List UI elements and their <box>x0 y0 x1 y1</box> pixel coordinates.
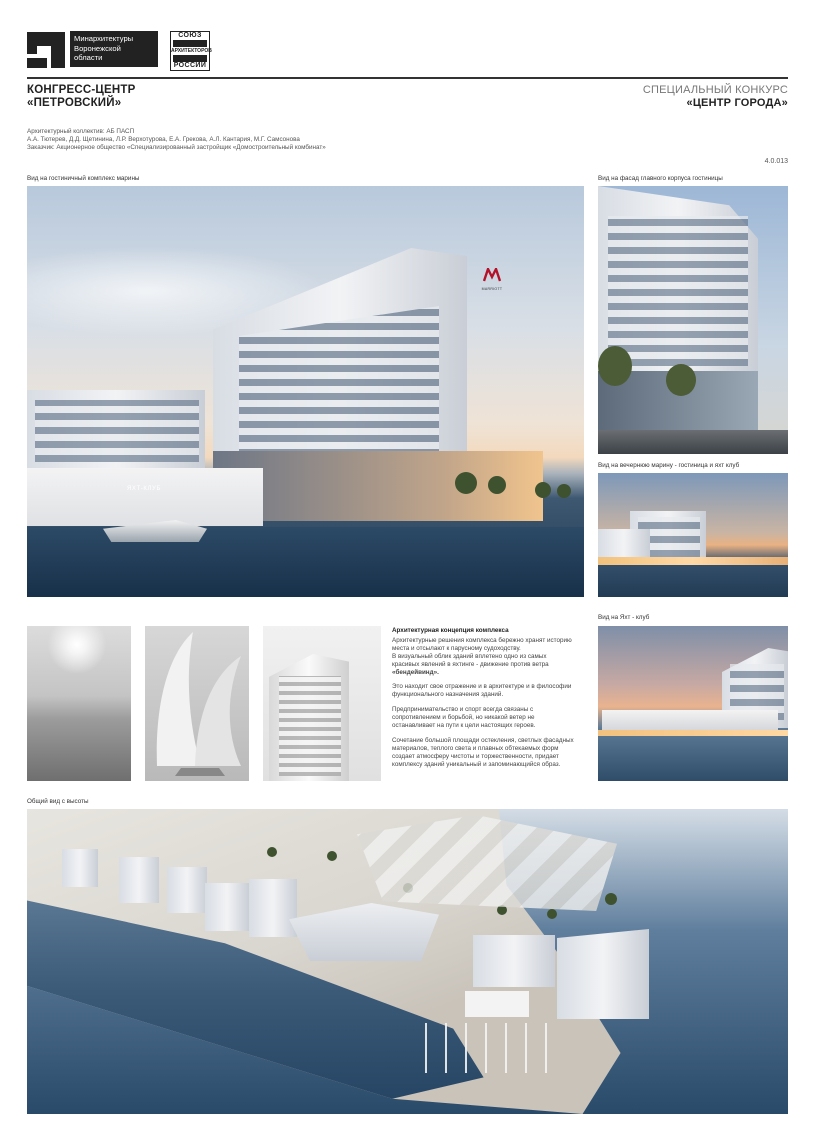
caption-facade-view: Вид на фасад главного корпуса гостиницы <box>598 175 723 182</box>
project-title <box>27 84 135 110</box>
aerial-render-image <box>27 809 788 1114</box>
concept-line: материалов, теплого света и плавных обтекаемых форм <box>392 744 559 752</box>
credit-line: А.А. Тютерев, Д.Д. Щетинина, Л.Р. Верхотурова, Е.А. Грекова, А.Л. Кантария, М.Г. Самсонова <box>27 136 300 144</box>
union-logo-line: СОЮЗ <box>178 32 202 39</box>
concept-line: создает атмосферу чистоты и торжественности, придает <box>392 752 559 760</box>
ministry-line: Минархитектуры <box>74 34 134 43</box>
ministry-logo-mark <box>27 32 65 68</box>
credit-line: Архитектурный коллектив: АБ ПАСП <box>27 128 135 135</box>
ministry-logo <box>70 31 158 67</box>
concept-heading: Архитектурная концепция комплекса <box>392 627 509 634</box>
concept-paragraph-3 <box>392 706 592 730</box>
header-divider <box>27 77 788 79</box>
club-sign-text: ЯХТ-КЛУБ <box>127 486 161 492</box>
concept-line: Сочетание большой площади остекления, светлых фасадных <box>392 736 574 744</box>
ministry-line: Воронежской <box>74 43 121 53</box>
caption-main-view: Вид на гостиничный комплекс марины <box>27 175 140 182</box>
concept-bold-term: «бендейвинд». <box>392 668 439 676</box>
concept-line: Это находит свое отражение и в архитектуре и в философии <box>392 683 572 691</box>
caption-yacht-club-view: Вид на Яхт - клуб <box>598 614 650 621</box>
union-logo-bar <box>173 40 207 47</box>
concept-line: Предпринимательство и спорт всегда связаны с <box>392 706 534 714</box>
project-title-line: КОНГРЕСС-ЦЕНТР <box>27 84 136 96</box>
contest-title <box>643 84 788 110</box>
main-render-image <box>27 186 584 597</box>
hotel-sign <box>475 268 509 292</box>
yacht-club-render-image <box>598 626 788 781</box>
caption-aerial-view: Общий вид с высоты <box>27 798 89 805</box>
concept-line: комплексу зданий уникальный и запоминающийся образ. <box>392 760 561 768</box>
concept-line: останавливает на пути к цели настоящих героев. <box>392 722 536 730</box>
credits <box>27 128 326 152</box>
sea-sun-image <box>27 626 131 781</box>
union-logo-line: АРХИТЕКТОРОВ <box>171 48 212 54</box>
ministry-line: области <box>74 53 103 63</box>
concept-line: красивых явлений в яхтинге - движение против ветра <box>392 660 549 668</box>
project-title-line: «ПЕТРОВСКИЙ» <box>27 97 122 109</box>
concept-paragraph-1 <box>392 637 592 677</box>
contest-line: «ЦЕНТР ГОРОДА» <box>686 97 788 109</box>
tower-sketch-image <box>263 626 381 781</box>
project-code: 4.0.013 <box>764 158 788 165</box>
credit-line: Заказчик: Акционерное общество «Специализированный застройщик «Домостроительный комбинат» <box>27 144 326 152</box>
concept-line: функционального назначения зданий. <box>392 691 504 699</box>
concept-paragraph-2 <box>392 683 592 699</box>
concept-line: сопротивлением и борьбой, но никакой ветер не <box>392 714 535 722</box>
facade-render-image <box>598 186 788 454</box>
evening-render-image <box>598 473 788 597</box>
concept-paragraph-4 <box>392 737 592 769</box>
concept-line: Архитектурные решения комплекса бережно хранят историю <box>392 636 572 644</box>
caption-evening-view: Вид на вечернюю марину - гостиница и яхт клуб <box>598 462 740 469</box>
sails-image <box>145 626 249 781</box>
concept-text <box>392 627 592 776</box>
concept-line: В визуальный облик зданий вплетено одно из самых <box>392 652 547 660</box>
concept-line: места и отсылают к парусному судоходству. <box>392 644 521 652</box>
union-logo-bar <box>173 55 207 62</box>
architects-union-logo <box>170 31 210 71</box>
hotel-sign-text: MARRIOTT <box>481 287 503 291</box>
union-logo-line: РОССИИ <box>173 62 207 69</box>
contest-line: СПЕЦИАЛЬНЫЙ КОНКУРС <box>642 84 788 96</box>
